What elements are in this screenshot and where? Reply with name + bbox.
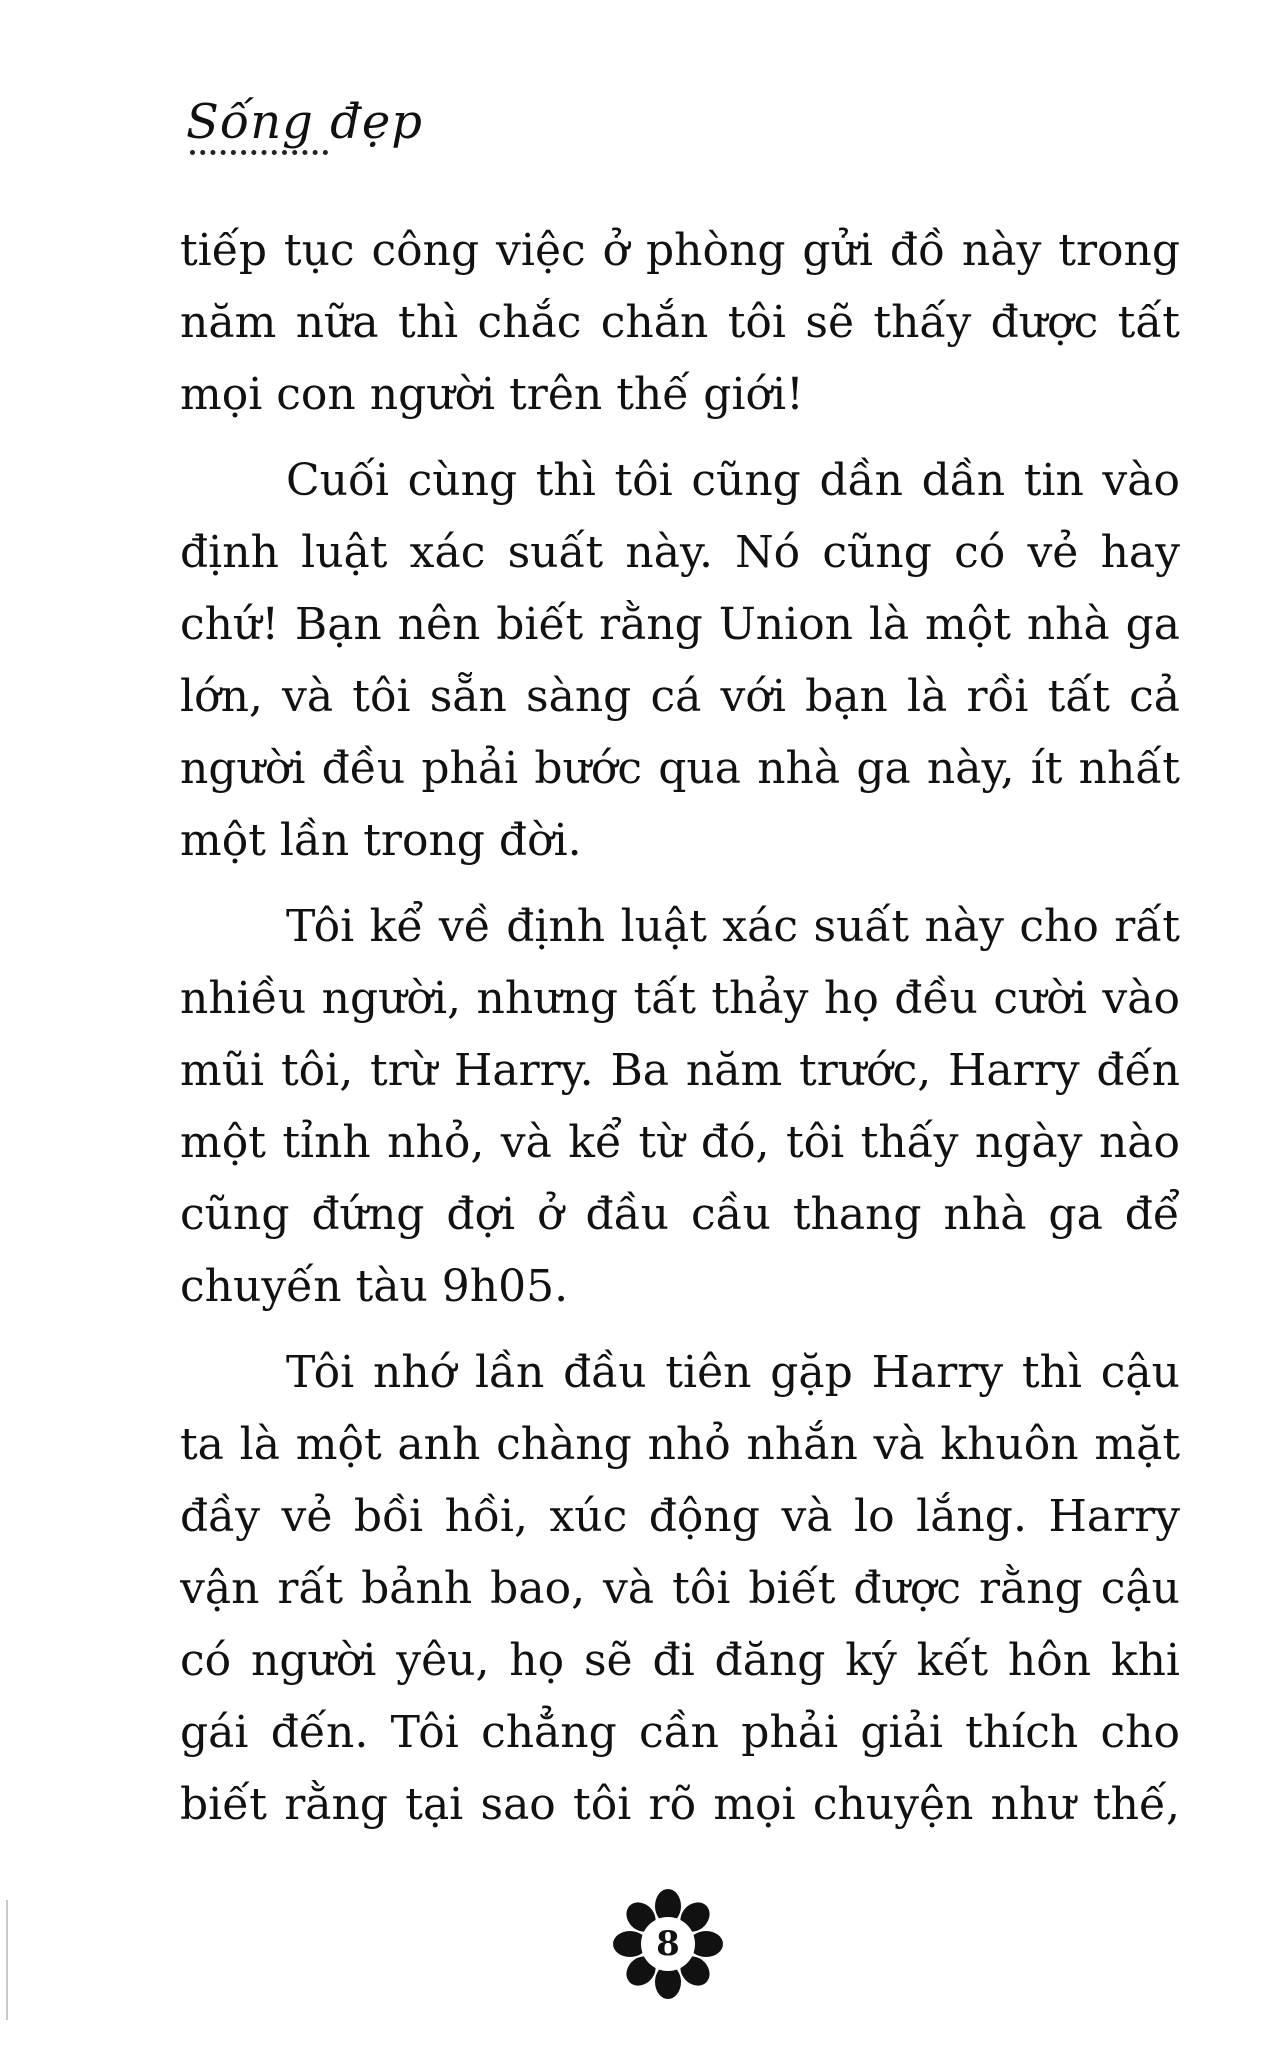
text-line: mũi tôi, trừ Harry. Ba năm trước, Harry đến xyxy=(180,1045,1180,1096)
text-line: đầy vẻ bồi hồi, xúc động và lo lắng. Harry xyxy=(180,1491,1180,1542)
page-number-badge xyxy=(612,1888,724,2000)
page-number: 8 xyxy=(656,1924,680,1964)
text-line: gái đến. Tôi chẳng cần phải giải thích cho xyxy=(180,1707,1180,1758)
scan-gutter-edge xyxy=(6,1900,8,2020)
body-text xyxy=(180,215,1180,1841)
text-line: cũng đứng đợi ở đầu cầu thang nhà ga để xyxy=(180,1189,1180,1240)
paragraph-1 xyxy=(180,215,1180,431)
text-line: năm nữa thì chắc chắn tôi sẽ thấy được tất xyxy=(180,297,1180,348)
text-line: chứ! Bạn nên biết rằng Union là một nhà ga xyxy=(180,599,1180,650)
text-line: người đều phải bước qua nhà ga này, ít nhất xyxy=(180,743,1180,794)
text-line: một lần trong đời. xyxy=(180,815,582,866)
text-line: mọi con người trên thế giới! xyxy=(180,369,804,420)
text-line: định luật xác suất này. Nó cũng có vẻ hay xyxy=(180,527,1180,578)
text-line: Cuối cùng thì tôi cũng dần dần tin vào xyxy=(286,455,1180,506)
text-line: lớn, và tôi sẵn sàng cá với bạn là rồi tất cả xyxy=(180,671,1180,722)
paragraph-4 xyxy=(180,1337,1180,1841)
paragraph-3 xyxy=(180,891,1180,1323)
text-line: chuyến tàu 9h05. xyxy=(180,1261,569,1312)
text-line: Tôi nhớ lần đầu tiên gặp Harry thì cậu xyxy=(286,1347,1180,1398)
text-line: nhiều người, nhưng tất thảy họ đều cười vào xyxy=(180,973,1180,1024)
text-line: vận rất bảnh bao, và tôi biết được rằng cậu xyxy=(180,1563,1180,1614)
text-line: một tỉnh nhỏ, và kể từ đó, tôi thấy ngày nào xyxy=(180,1117,1180,1168)
text-line: Tôi kể về định luật xác suất này cho rất xyxy=(286,901,1180,952)
text-line: ta là một anh chàng nhỏ nhắn và khuôn mặt xyxy=(180,1419,1180,1470)
paragraph-2 xyxy=(180,445,1180,877)
text-line: có người yêu, họ sẽ đi đăng ký kết hôn khi xyxy=(180,1635,1180,1686)
text-line: biết rằng tại sao tôi rõ mọi chuyện như thế, xyxy=(180,1779,1180,1830)
running-head-dotted-rule xyxy=(190,150,328,155)
text-line: tiếp tục công việc ở phòng gửi đồ này trong xyxy=(180,225,1180,276)
running-head-title: Sống đẹp xyxy=(186,94,424,150)
